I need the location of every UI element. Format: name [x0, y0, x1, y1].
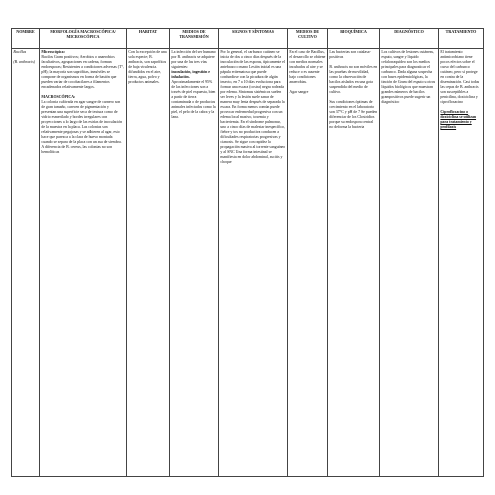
transmision-intro: La infección del ser humano por B. anthracis se adquiere por una de las tres vías siguientes: — [171, 50, 216, 69]
bioquimica-catalasa: Las bacterias son catalasa-positivas — [329, 50, 371, 59]
header-cultivo: MEDIOS DE CULTIVO — [288, 29, 328, 49]
table-row — [12, 49, 484, 477]
header-nombre: NOMBRE — [12, 29, 40, 49]
header-bioquimica: BIOQUÍMICA — [328, 29, 380, 49]
cell-cultivo — [288, 49, 328, 477]
header-signos: SIGNOS Y SÍNTOMAS — [219, 29, 288, 49]
micro-text: Bacilos Gram positivos; Aerobios o anaerobios facultativos, agrupaciones en cadena, forman endoesporas; Resistentes a condiciones adversas (T°, pH); la mayoría son saprófitas, inmóviles se compone de organismos en forma de bastón que pueden variar de cocobacilares a filamentos encadenados relativamente largos. — [41, 55, 124, 89]
header-morfologia: MORFOLOGÍA MACROSCÓPICA/ MICROSCÓPICA — [40, 29, 127, 49]
transmision-routes: inoculación, ingestión e inhalación. — [171, 70, 210, 79]
cell-bioquimica — [328, 49, 380, 477]
bioquimica-condiciones: Sus condiciones óptimas de crecimiento en el laboratorio son 37°C y pH de 7 Se pueden diferenciar de los Clostridios porque su endospora central no deforma la bacteria — [329, 100, 378, 129]
species-name: (B. anthracis) — [13, 60, 36, 64]
diagnostico-text: Los cultivos de lesiones cutáneas, esputo, sangre y líquido cefalorraquídeo son los medios principales para diagnosticar el carbunco. Dada alguna sospecha con bases epidemiológicas, la tinción de Gram del esputo u otros líquidos biológicos que muestran grandes números de bacilos grampositivos puede sugerir un diagnóstico — [381, 50, 436, 104]
cell-habitat — [127, 49, 170, 477]
macro-title: MACROSCÓPICA: — [41, 95, 76, 99]
bacillus-info-table — [11, 28, 484, 477]
transmision-detail: Aproximadamente el 95% de las infecciones son a través de piel expuesta, bien a partir de tierra contaminada o de productos animales infectados como la piel, el pelo de la cabra y la lana. — [171, 80, 216, 119]
bioquimica-movilidad: B. anthracis no son móviles en las pruebas de movilidad, como la observación de bacilos aislados en una gota suspendida del medio de cultivo. — [329, 65, 378, 94]
cultivo-text: En el caso de Bacillus, el desarrollo se obtiene con medios normales incubados al aire y se reduce o es ausente bajo condiciones anaerobias. — [289, 50, 326, 84]
signos-text: Por lo general, el carbunco cutáneo se inicia de dos a cinco días después de la inoculación de las esporas, típicamente el antebrazo o mano Lesión inicial es una pápula eritematosa que puede confundirse con la picadura de algún insecto, en 7 a 10 días evoluciona para formar una escara (costra) negra rodeada por edema. Síntomas sistémicos suelen ser leves y la lesión suele sanar de manera muy lenta después de separada la escara. En forma menos común puede provocar enfermedad progresiva con un edema local masivo, toxemia y bacteriemia. En el síndrome pulmonar, uno a cinco días de malestar inespecífico, fiebre y tos no productiva conducen a dificultades respiratorias progresivas y cianosis. Se sigue con rapidez la propagación masiva al torrente sanguíneo y al SNC Una forma intestinal se manifiesta en dolor abdominal, ascitis y choque — [220, 50, 286, 164]
tratamiento-text: El tratamiento antimicrobiano tiene pocos efectos sobre el curso del carbunco cutáneo, pero sí protege en contra de la diseminación. Casi todas las cepas de B. anthracis son susceptibles a penicilina, doxiciclina y ciprofloxacino — [440, 50, 480, 104]
micro-title: Microscópica: — [41, 50, 65, 54]
cell-nombre — [12, 49, 40, 477]
table-header-row — [12, 29, 484, 49]
macro-text: La colonia cultivada en agar sangre de carnero son de gran tamaño, carecen de pigmentación y presentan una superficie seca de textura como de vidrio esmerilado y bordes irregulares con proyecciones a lo largo de las estrías de inoculación de la muestra en la placa. Las colonias son relativamente pegajosas y se adhieren al agar, esto hace que parezca a la clara de huevo montada cuando se separa de la placa con un asa de siembra. A diferencia de B. cereus, las colonias no son hemolíticas — [41, 100, 123, 154]
cell-signos — [219, 49, 288, 477]
genus-name: Bacillus — [13, 50, 27, 54]
cultivo-medium: Agar sangre — [289, 90, 309, 94]
header-habitat: HABITAT — [127, 29, 170, 49]
header-tratamiento: TRATAMIENTO — [439, 29, 484, 49]
cell-tratamiento — [439, 49, 484, 477]
header-transmision: MEDIOS DE TRANSMISIÓN — [170, 29, 219, 49]
header-diagnostico: DIAGNÓSTICO — [380, 29, 439, 49]
cell-morfologia — [40, 49, 127, 477]
tratamiento-profilaxis: Ciprofloxacino o doxiciclina se utilizan para tratamiento y profilaxis — [440, 110, 477, 129]
cell-diagnostico — [380, 49, 439, 477]
habitat-text: Con la excepción de una sola especie; B. anthracis, son saprófitos de baja virulencia. difundidos en el aire, tierra, agua, polvo y productos animales. — [128, 50, 167, 84]
cell-transmision — [170, 49, 219, 477]
